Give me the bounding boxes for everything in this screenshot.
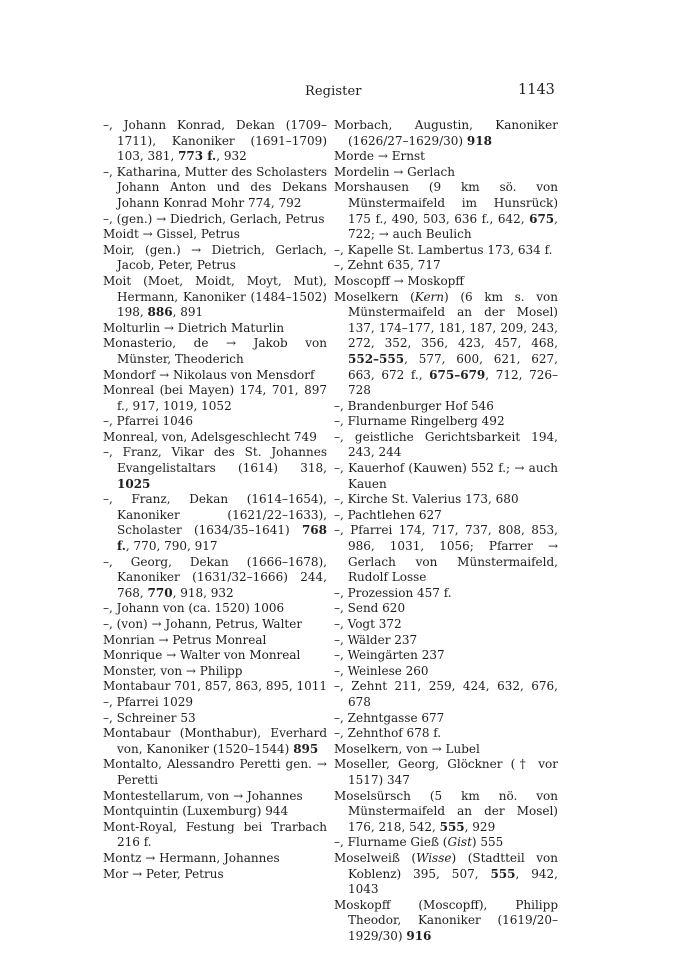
index-entry: –, Zehntgasse 677 <box>334 710 445 725</box>
index-entry: –, Pfarrei 174, 717, 737, 808, 853, 986, 1031, 1056; Pfarrer → Gerlach von Münstermaifeld, Rudolf Losse <box>334 523 558 585</box>
index-entry: Montabaur 701, 857, 863, 895, 1011 <box>103 679 328 694</box>
index-entry: –, Vogt 372 <box>334 617 402 631</box>
right-index-column <box>334 118 558 944</box>
index-entry: –, Georg, Dekan (1666–1678), Kanoniker (1631/32–1666) 244, 768, 770, 918, 932 <box>103 554 327 600</box>
index-entry: Mordelin → Gerlach <box>334 164 455 179</box>
index-entry: Moselkern (Kern) (6 km s. von Münstermaifeld an der Mosel) 137, 174–177, 181, 187, 209, 243, 272, 352, 356, 423, 457, 468, 552–555, 577, 600, 621, 627, 663, 672 f., 675–679, 712, 726–728 <box>334 289 558 398</box>
index-entry: Monreal (bei Mayen) 174, 701, 897 f., 917, 1019, 1052 <box>103 383 327 413</box>
index-entry: Monrique → Walter von Monreal <box>103 648 301 663</box>
index-entry: Mondorf → Nikolaus von Mensdorf <box>103 367 315 382</box>
index-entry: Molturlin → Dietrich Maturlin <box>103 320 285 335</box>
index-entry: Moseller, Georg, Glöckner († vor 1517) 347 <box>334 757 558 787</box>
index-entry: –, Franz, Vikar des St. Johannes Evangelistaltars (1614) 318, 1025 <box>103 445 327 491</box>
index-entry: –, Flurname Ringelberg 492 <box>334 414 505 429</box>
index-entry: Moscopff → Moskopff <box>334 273 464 288</box>
index-entry: Moidt → Gissel, Petrus <box>103 227 240 242</box>
index-entry: –, Kapelle St. Lambertus 173, 634 f. <box>334 242 553 257</box>
index-entry: Monster, von → Philipp <box>103 663 243 678</box>
page-number: 1143 <box>518 82 555 98</box>
index-entry: –, Katharina, Mutter des Scholasters Johann Anton und des Dekans Johann Konrad Mohr 774, 792 <box>103 164 327 210</box>
index-entry: Morshausen (9 km sö. von Münstermaifeld im Hunsrück) 175 f., 490, 503, 636 f., 642, 675, 722; → auch Beulich <box>334 180 558 242</box>
index-entry: Moselsürsch (5 km nö. von Münstermaifeld an der Mosel) 176, 218, 542, 555, 929 <box>334 788 558 834</box>
left-index-column <box>103 118 327 882</box>
index-entry: –, Flurname Gieß (Gist) 555 <box>334 835 504 850</box>
index-entry: Mor → Peter, Petrus <box>103 866 224 881</box>
index-entry: Montabaur (Monthabur), Everhard von, Kanoniker (1520–1544) 895 <box>103 726 327 756</box>
index-entry: Moir, (gen.) → Dietrich, Gerlach, Jacob, Peter, Petrus <box>103 242 327 273</box>
index-entry: Morbach, Augustin, Kanoniker (1626/27–1629/30) 918 <box>334 118 558 148</box>
index-entry: –, Weingärten 237 <box>334 648 445 663</box>
index-entry: –, Pachtlehen 627 <box>334 507 442 522</box>
index-entry: Montquintin (Luxemburg) 944 <box>103 804 289 819</box>
index-entry: –, Johann Konrad, Dekan (1709–1711), Kanoniker (1691–1709) 103, 381, 773 f., 932 <box>103 118 327 164</box>
index-entry: Morde → Ernst <box>334 149 425 164</box>
running-title: Register <box>305 84 362 99</box>
index-entry: –, Zehnt 211, 259, 424, 632, 676, 678 <box>334 679 558 709</box>
index-entry: Moit (Moet, Moidt, Moyt, Mut), Hermann, Kanoniker (1484–1502) 198, 886, 891 <box>103 273 327 320</box>
index-entry: Mont-Royal, Festung bei Trarbach 216 f. <box>103 819 327 850</box>
index-entry: –, Kauerhof (Kauwen) 552 f.; → auch Kauen <box>334 461 558 491</box>
index-entry: –, Pfarrei 1046 <box>103 414 194 429</box>
index-entry: Monreal, von, Adelsgeschlecht 749 <box>103 429 317 444</box>
index-entry: Montz → Hermann, Johannes <box>103 850 280 865</box>
index-entry: Moselkern, von → Lubel <box>334 741 480 756</box>
index-entry: –, Franz, Dekan (1614–1654), Kanoniker (1621/22–1633), Scholaster (1634/35–1641) 768 f., 770, 790, 917 <box>103 492 327 554</box>
index-entry: –, Schreiner 53 <box>103 710 196 725</box>
index-entry: –, Zehnthof 678 f. <box>334 726 442 741</box>
index-entry: –, geistliche Gerichtsbarkeit 194, 243, 244 <box>334 429 558 460</box>
index-entry: –, Zehnt 635, 717 <box>334 258 441 273</box>
index-entry: –, Prozession 457 f. <box>334 585 452 600</box>
index-entry: –, Johann von (ca. 1520) 1006 <box>103 601 285 616</box>
index-entry: Monasterio, de → Jakob von Münster, Theoderich <box>103 336 327 366</box>
index-entry: –, Brandenburger Hof 546 <box>334 398 494 413</box>
index-entry: –, (von) → Johann, Petrus, Walter <box>103 617 303 631</box>
index-entry: –, (gen.) → Diedrich, Gerlach, Petrus <box>103 211 325 226</box>
index-entry: –, Weinlese 260 <box>334 663 429 678</box>
index-entry: Moskopff (Moscopff), Philipp Theodor, Kanoniker (1619/20–1929/30) 916 <box>334 897 558 943</box>
index-entry: –, Pfarrei 1029 <box>103 694 194 709</box>
index-entry: Moselweiß (Wisse) (Stadtteil von Koblenz) 395, 507, 555, 942, 1043 <box>334 850 558 897</box>
index-entry: –, Kirche St. Valerius 173, 680 <box>334 492 519 507</box>
index-entry: –, Wälder 237 <box>334 632 418 647</box>
index-entry: Monrian → Petrus Monreal <box>103 632 267 647</box>
index-entry: –, Send 620 <box>334 601 406 616</box>
index-entry: Montalto, Alessandro Peretti gen. → Peretti <box>103 757 327 787</box>
index-entry: Montestellarum, von → Johannes <box>103 788 303 803</box>
